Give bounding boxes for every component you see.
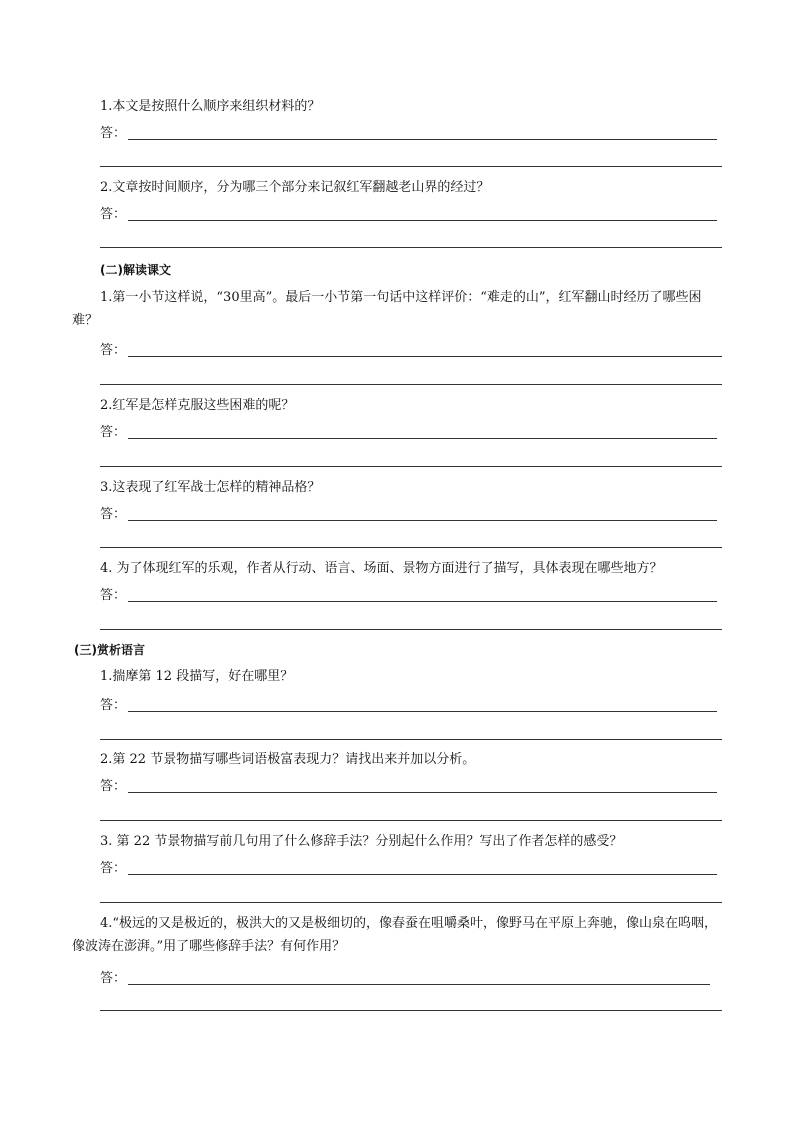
answer-line[interactable] xyxy=(100,384,722,385)
answer-line[interactable] xyxy=(128,356,722,357)
answer-label: 答： xyxy=(100,507,127,522)
question-2-2: 2.红军是怎样克服这些困难的呢？ xyxy=(100,398,295,413)
answer-line[interactable] xyxy=(128,438,717,439)
question-3-2: 2.第 22 节景物描写哪些词语极富表现力？请找出来并加以分析。 xyxy=(100,752,476,767)
answer-label: 答： xyxy=(100,861,127,876)
answer-line[interactable] xyxy=(100,902,722,903)
answer-line[interactable] xyxy=(100,1010,722,1011)
answer-line[interactable] xyxy=(100,166,722,167)
answer-line[interactable] xyxy=(100,820,722,821)
answer-line[interactable] xyxy=(128,220,717,221)
answer-line[interactable] xyxy=(100,739,722,740)
answer-label: 答： xyxy=(100,207,127,222)
question-2-3: 3.这表现了红军战士怎样的精神品格？ xyxy=(100,480,321,495)
question-3-3: 3. 第 22 节景物描写前几句用了什么修辞手法？分别起什么作用？写出了作者怎样的感受？ xyxy=(100,834,623,849)
answer-label: 答： xyxy=(100,971,127,986)
answer-line[interactable] xyxy=(100,466,722,467)
answer-line[interactable] xyxy=(128,984,710,985)
answer-line[interactable] xyxy=(100,247,722,248)
question-2-4: 4. 为了体现红军的乐观，作者从行动、语言、场面、景物方面进行了描写，具体表现在哪些地方？ xyxy=(100,561,663,576)
answer-line[interactable] xyxy=(100,547,722,548)
answer-line[interactable] xyxy=(128,711,717,712)
answer-label: 答： xyxy=(100,779,127,794)
answer-label: 答： xyxy=(100,126,127,141)
answer-line[interactable] xyxy=(128,139,717,140)
question-1-2: 2.文章按时间顺序，分为哪三个部分来记叙红军翻越老山界的经过？ xyxy=(100,180,490,195)
answer-label: 答： xyxy=(100,698,127,713)
answer-line[interactable] xyxy=(128,874,717,875)
question-2-1: 1.第一小节这样说，“30里高”。最后一小节第一句话中这样评价：“难走的山”，红军翻山时经历了哪些困难？ xyxy=(72,290,702,328)
answer-label: 答： xyxy=(100,343,127,358)
question-1-1: 1.本文是按照什么顺序来组织材料的？ xyxy=(100,99,321,114)
answer-line[interactable] xyxy=(128,792,717,793)
answer-line[interactable] xyxy=(100,629,722,630)
answer-label: 答： xyxy=(100,588,127,603)
section-heading-3: (三)赏析语言 xyxy=(74,643,145,657)
answer-line[interactable] xyxy=(128,601,717,602)
question-3-4: 4.“极远的又是极近的，极洪大的又是极细切的，像春蚕在咀嚼桑叶，像野马在平原上奔驰，像山泉在呜咽，像波涛在澎湃。”用了哪些修辞手法？有何作用？ xyxy=(72,916,718,954)
answer-label: 答： xyxy=(100,425,127,440)
section-heading-2: (二)解读课文 xyxy=(100,263,171,277)
answer-line[interactable] xyxy=(128,520,717,521)
question-3-1: 1.揣摩第 12 段描写，好在哪里？ xyxy=(100,669,294,684)
